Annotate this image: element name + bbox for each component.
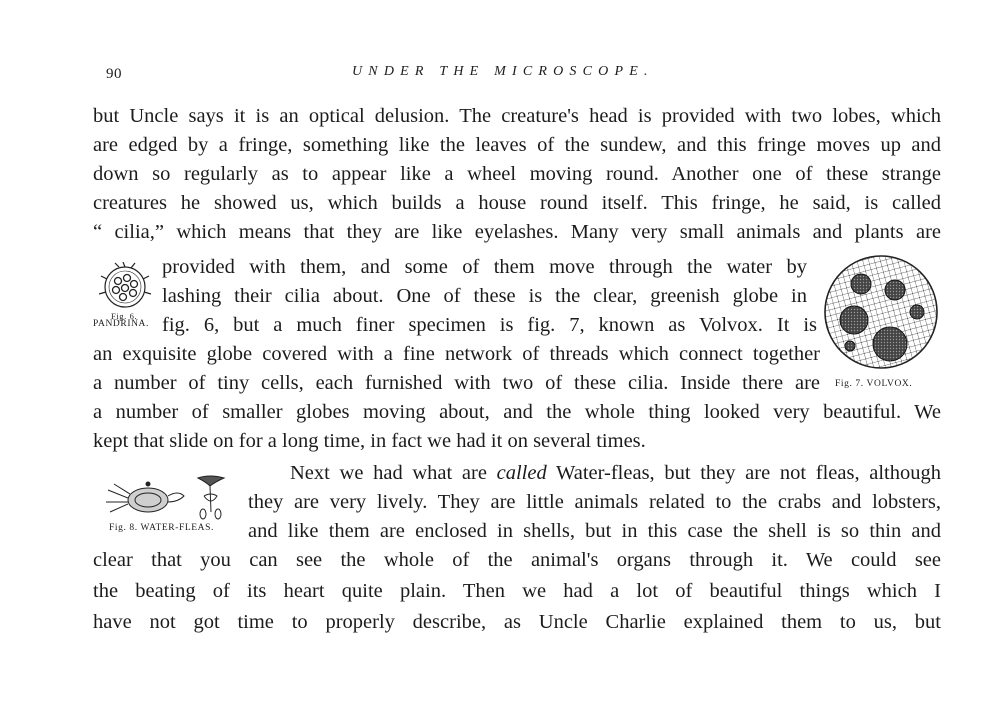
- text-line: a number of smaller globes moving about, and the whole thing looked very beautiful. We: [93, 401, 941, 423]
- fig6-name: PANDRINA.: [93, 319, 149, 329]
- text-line: kept that slide on for a long time, in fact we had it on several times.: [93, 430, 646, 452]
- text-line: a number of tiny cells, each furnished with two of these cilia. Inside there are: [93, 372, 820, 394]
- text-line: are edged by a fringe, something like the leaves of the sundew, and this fringe moves up and: [93, 134, 941, 156]
- text-run: Next we had what are: [290, 462, 497, 484]
- text-line: an exquisite globe covered with a fine network of threads which connect together: [93, 343, 820, 365]
- running-title: UNDER THE MICROSCOPE.: [352, 64, 654, 79]
- text-line: provided with them, and some of them move through the water by: [162, 256, 807, 278]
- text-line: “ cilia,” which means that they are like eyelashes. Many very small animals and plants are: [93, 221, 941, 243]
- fig8-caption: Fig. 8. WATER-FLEAS.: [109, 523, 214, 533]
- pandrina-illustration: [96, 262, 156, 312]
- fig6-label: Fig. 6.: [111, 311, 138, 321]
- text-line: creatures he showed us, which builds a house round itself. This fringe, he said, is called: [93, 192, 941, 214]
- fig7-caption: Fig. 7. VOLVOX.: [835, 379, 913, 389]
- text-line: [290, 460, 941, 486]
- text-line: lashing their cilia about. One of these is the clear, greenish globe in: [162, 285, 807, 307]
- emphasis: called: [496, 462, 547, 484]
- text-line: fig. 6, but a much finer specimen is fig. 7, known as Volvox. It is: [162, 314, 817, 336]
- volvox-illustration: [820, 254, 940, 372]
- text-line: but Uncle says it is an optical delusion. The creature's head is provided with two lobes, which: [93, 105, 941, 127]
- text-line: down so regularly as to appear like a wheel moving round. Another one of these strange: [93, 163, 941, 185]
- text-line: have not got time to properly describe, as Uncle Charlie explained them to us, but: [93, 611, 941, 633]
- text-line: the beating of its heart quite plain. Then we had a lot of beautiful things which I: [93, 580, 941, 602]
- text-run: Water-fleas, but they are not fleas, although: [546, 462, 941, 484]
- text-line: clear that you can see the whole of the animal's organs through it. We could see: [93, 549, 941, 571]
- page-number: 90: [106, 66, 122, 82]
- text-line: they are very lively. They are little animals related to the crabs and lobsters,: [248, 491, 941, 513]
- text-line: and like them are enclosed in shells, but in this case the shell is so thin and: [248, 520, 941, 542]
- water-fleas-illustration: [100, 472, 250, 524]
